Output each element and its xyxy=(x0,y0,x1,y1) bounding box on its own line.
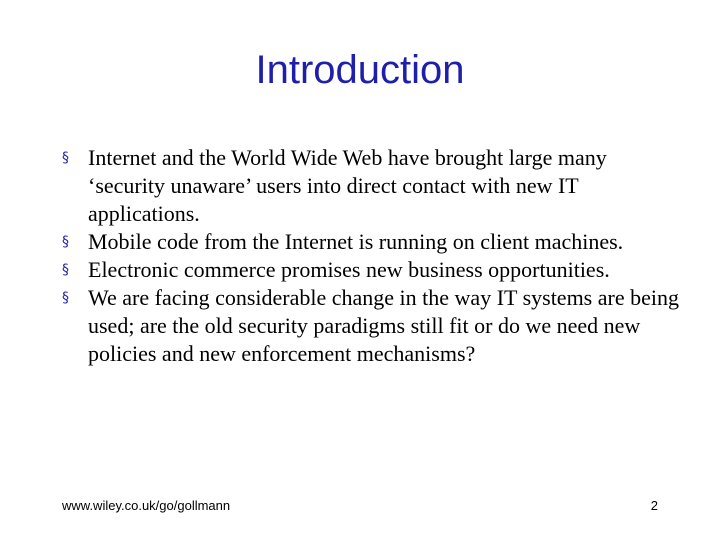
bullet-text: Internet and the World Wide Web have brought large many ‘security unaware’ users into direct contact with new IT applications. xyxy=(88,145,607,226)
footer-url: www.wiley.co.uk/go/gollmann xyxy=(62,498,231,513)
bullet-list xyxy=(62,144,682,368)
bullet-item xyxy=(62,144,682,228)
bullet-text: We are facing considerable change in the way IT systems are being used; are the old security paradigms still fit or do we need new policies and new enforcement mechanisms? xyxy=(88,285,679,366)
slide-title: Introduction xyxy=(255,48,465,92)
page-number: 2 xyxy=(650,498,658,513)
bullet-text: Electronic commerce promises new business opportunities. xyxy=(88,257,610,282)
bullet-marker-icon: § xyxy=(62,262,69,278)
bullet-item xyxy=(62,256,682,284)
bullet-marker-icon: § xyxy=(62,290,69,306)
bullet-item xyxy=(62,284,682,368)
bullet-marker-icon: § xyxy=(62,234,69,250)
bullet-item xyxy=(62,228,682,256)
bullet-marker-icon: § xyxy=(62,150,69,166)
bullet-text: Mobile code from the Internet is running on client machines. xyxy=(88,229,624,254)
